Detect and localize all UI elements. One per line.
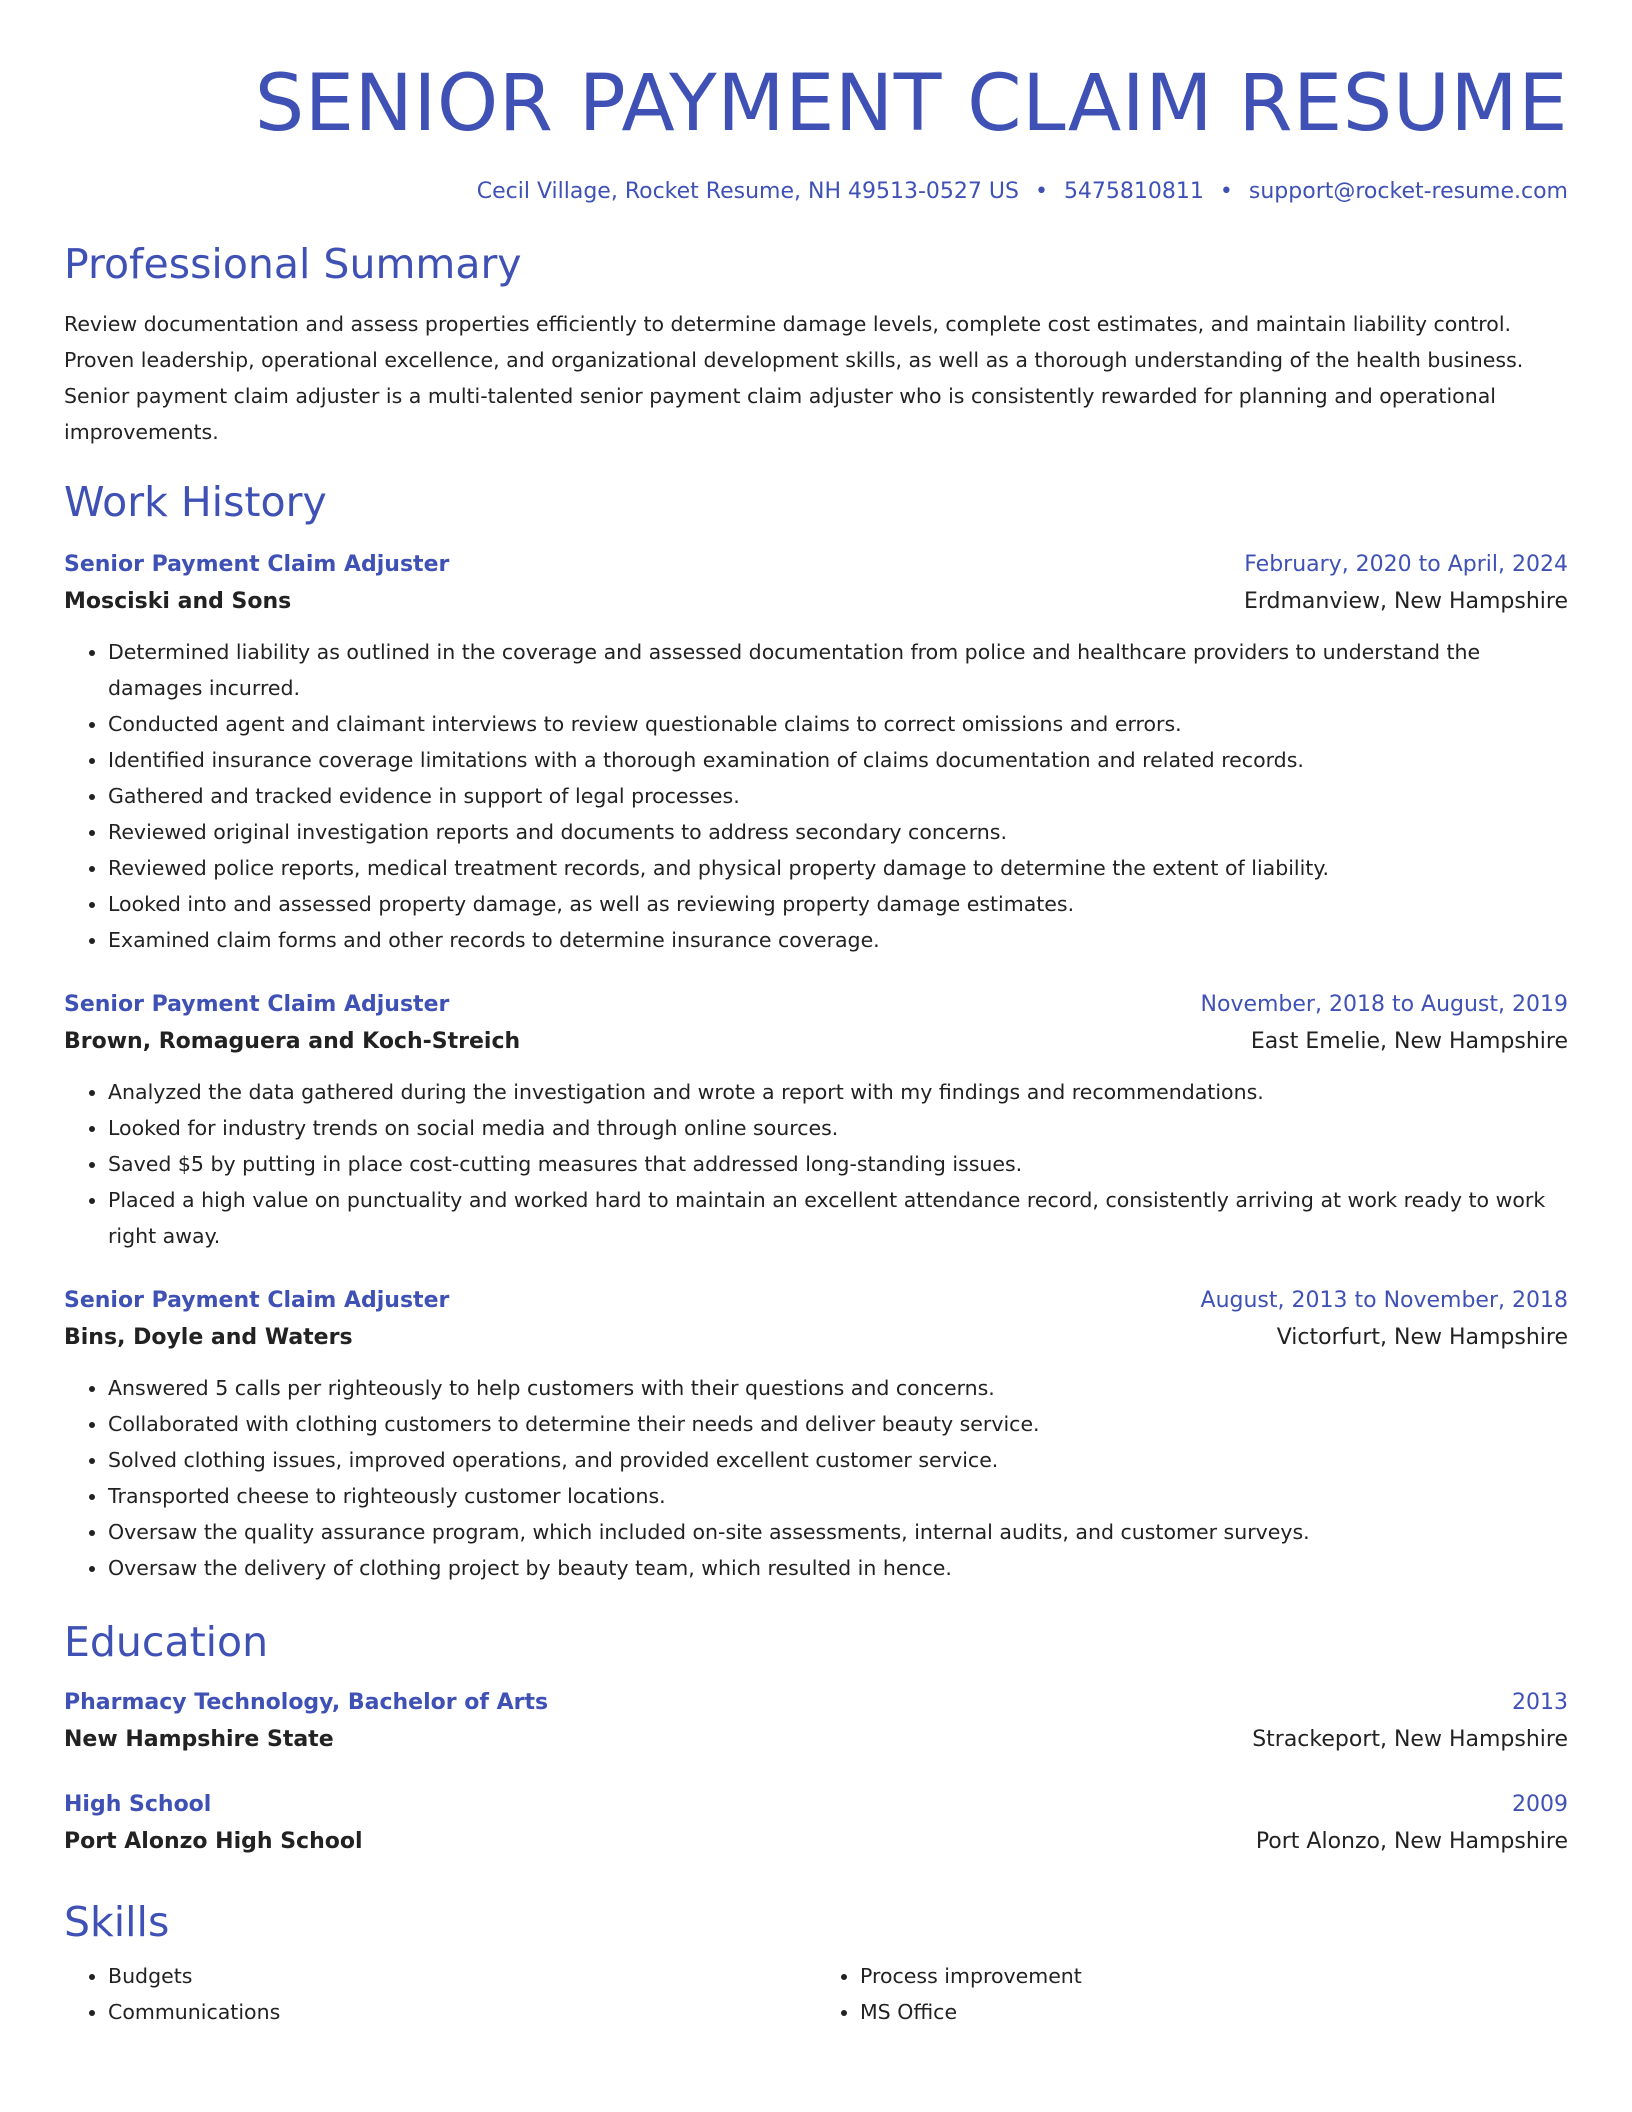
job-company: Mosciski and Sons <box>64 589 292 614</box>
contact-separator: • <box>1034 179 1048 204</box>
contact-line <box>64 176 1568 208</box>
education-entry <box>64 1686 1568 1760</box>
list-item: • Budgets <box>108 1958 816 1994</box>
resume-page <box>64 0 1568 2030</box>
job-entry <box>64 1284 1568 1586</box>
list-item: • Placed a high value on punctuality and worked hard to maintain an excellent attendance record, consistently arriving at work ready to work right away. <box>108 1182 1568 1254</box>
list-item: • Answered 5 calls per righteously to help customers with their questions and concerns. <box>108 1370 1568 1406</box>
list-item: • Determined liability as outlined in the coverage and assessed documentation from police and healthcare providers to understand the damages incurred. <box>108 634 1568 706</box>
list-item: • Looked into and assessed property damage, as well as reviewing property damage estimates. <box>108 886 1568 922</box>
job-location: Erdmanview, New Hampshire <box>1243 589 1568 614</box>
list-item: • Saved $5 by putting in place cost-cutting measures that addressed long-standing issues. <box>108 1146 1568 1182</box>
job-dates: November, 2018 to August, 2019 <box>1200 992 1568 1017</box>
resume-title: SENIOR PAYMENT CLAIM RESUME <box>254 59 1568 149</box>
skills-list <box>64 1958 1568 2030</box>
job-entry <box>64 988 1568 1254</box>
list-item: • Gathered and tracked evidence in support of legal processes. <box>108 778 1568 814</box>
list-item: • Reviewed police reports, medical treatment records, and physical property damage to determine the extent of liability. <box>108 850 1568 886</box>
job-location: Victorfurt, New Hampshire <box>1276 1325 1568 1350</box>
education-location: Port Alonzo, New Hampshire <box>1255 1829 1568 1854</box>
job-bullets <box>64 634 1568 958</box>
summary-heading: Professional Summary <box>64 240 522 288</box>
job-bullets <box>64 1370 1568 1586</box>
job-company: Brown, Romaguera and Koch-Streich <box>64 1029 521 1054</box>
job-dates: February, 2020 to April, 2024 <box>1244 552 1568 577</box>
skills-column-left <box>64 1958 816 2030</box>
contact-address: Cecil Village, Rocket Resume, NH 49513-0527 US <box>476 179 1019 204</box>
education-location: Strackeport, New Hampshire <box>1252 1727 1568 1752</box>
summary-text: Review documentation and assess properties efficiently to determine damage levels, complete cost estimates, and maintain liability control. Proven leadership, operational excellence, and organizational development skills, as well as a thorough understanding of the health business. Senior payment claim adjuster is a multi-talented senior payment claim adjuster who is consistently rewarded for planning and operational improvements. <box>64 312 1524 444</box>
list-item: • Looked for industry trends on social media and through online sources. <box>108 1110 1568 1146</box>
skills-column-right <box>816 1958 1568 2030</box>
list-item: • Oversaw the delivery of clothing project by beauty team, which resulted in hence. <box>108 1550 1568 1586</box>
education-heading: Education <box>64 1618 269 1666</box>
list-item: • Analyzed the data gathered during the investigation and wrote a report with my findings and recommendations. <box>108 1074 1568 1110</box>
contact-separator: • <box>1219 179 1233 204</box>
job-company: Bins, Doyle and Waters <box>64 1325 353 1350</box>
work-history-heading: Work History <box>64 478 327 526</box>
list-item: • Oversaw the quality assurance program, which included on-site assessments, internal audits, and customer surveys. <box>108 1514 1568 1550</box>
job-location: East Emelie, New Hampshire <box>1250 1029 1568 1054</box>
education-degree: Pharmacy Technology, Bachelor of Arts <box>64 1690 549 1715</box>
education-year: 2013 <box>1512 1690 1568 1715</box>
list-item: • MS Office <box>860 1994 1568 2030</box>
education-entry <box>64 1788 1568 1862</box>
list-item: • Transported cheese to righteously customer locations. <box>108 1478 1568 1514</box>
list-item: • Communications <box>108 1994 816 2030</box>
job-dates: August, 2013 to November, 2018 <box>1200 1288 1568 1313</box>
list-item: • Conducted agent and claimant interviews to review questionable claims to correct omissions and errors. <box>108 706 1568 742</box>
job-title: Senior Payment Claim Adjuster <box>64 1288 450 1313</box>
list-item: • Examined claim forms and other records to determine insurance coverage. <box>108 922 1568 958</box>
education-school: New Hampshire State <box>64 1727 334 1752</box>
education-school: Port Alonzo High School <box>64 1829 363 1854</box>
education-year: 2009 <box>1512 1792 1568 1817</box>
list-item: • Identified insurance coverage limitations with a thorough examination of claims documentation and related records. <box>108 742 1568 778</box>
list-item: • Reviewed original investigation reports and documents to address secondary concerns. <box>108 814 1568 850</box>
job-title: Senior Payment Claim Adjuster <box>64 992 450 1017</box>
job-bullets <box>64 1074 1568 1254</box>
list-item: • Solved clothing issues, improved operations, and provided excellent customer service. <box>108 1442 1568 1478</box>
contact-phone: 5475810811 <box>1063 179 1204 204</box>
contact-email[interactable]: support@rocket-resume.com <box>1248 179 1568 204</box>
skills-heading: Skills <box>64 1898 170 1946</box>
list-item: • Process improvement <box>860 1958 1568 1994</box>
job-title: Senior Payment Claim Adjuster <box>64 552 450 577</box>
education-degree: High School <box>64 1792 212 1817</box>
list-item: • Collaborated with clothing customers to determine their needs and deliver beauty service. <box>108 1406 1568 1442</box>
job-entry <box>64 548 1568 958</box>
